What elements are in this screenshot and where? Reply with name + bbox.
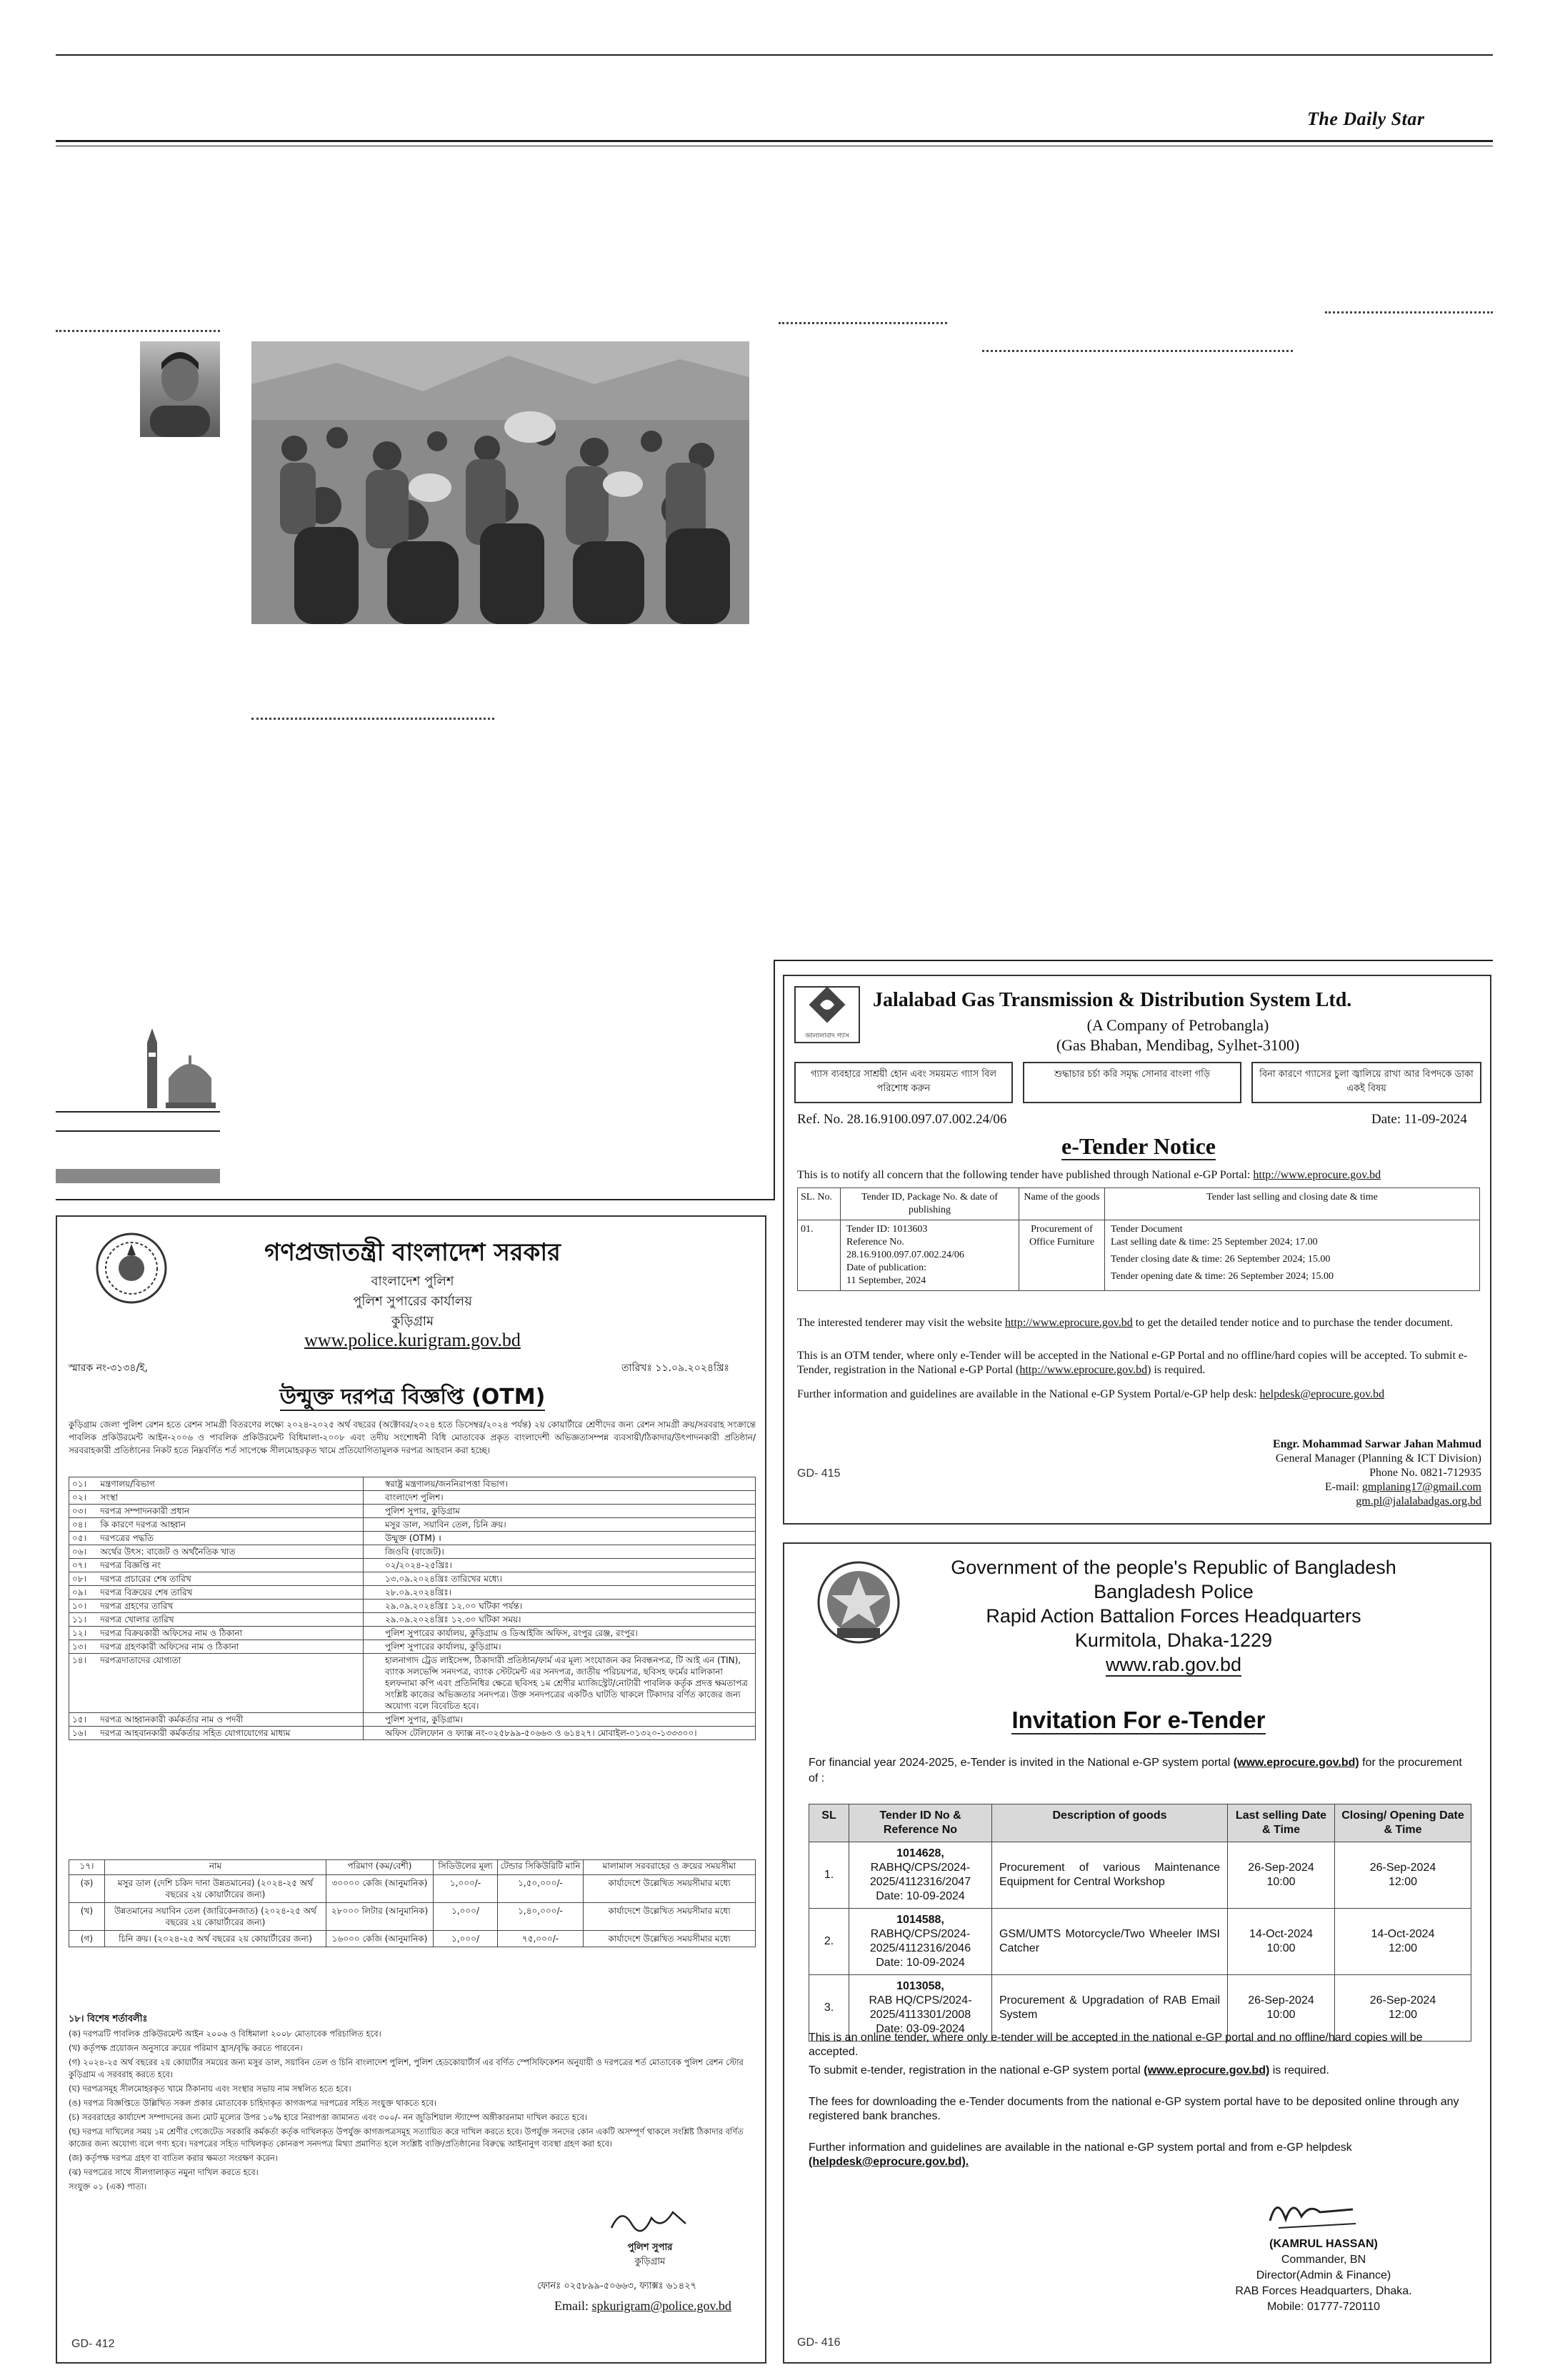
column-rule-left xyxy=(56,330,220,332)
police-items-header xyxy=(69,1860,756,1875)
items-header-no: ১৭। xyxy=(69,1860,105,1875)
police-info-value: ২৯.০৯.২০২৪খ্রিঃ ১২.৩০ ঘটিকা সময়। xyxy=(364,1613,756,1627)
police-item-name: উন্নতমানের সয়াবিন তেল (জারিকেনজাত) (২০২৪-২৫ অর্থ বছরের ২য় কোয়ার্টারের জন্য) xyxy=(105,1903,326,1931)
police-term-item: (ঘ) দরপত্রসমূহ সীলমোহরকৃত খামে ঠিকানায় এবং সংস্থার সভায় নাম সম্বলিত হতে হবে। xyxy=(69,2084,351,2094)
gas-para-3 xyxy=(797,1387,1480,1402)
police-info-no: ০১। xyxy=(69,1477,98,1491)
column-rule-photo xyxy=(251,718,494,720)
rab-row-ref: RAB HQ/CPS/2024-2025/4113301/2008 xyxy=(869,1994,972,2021)
rab-gd-code: GD- 416 xyxy=(797,2336,841,2349)
police-info-no: ১৪। xyxy=(69,1654,98,1713)
police-info-value: উন্মুক্ত (OTM) । xyxy=(364,1532,756,1545)
police-info-row xyxy=(69,1627,756,1640)
gas-para-3-link[interactable]: helpdesk@eprocure.gov.bd xyxy=(1259,1388,1385,1400)
gas-intro-text: This is to notify all concern that the following tender have published through National e-GP Portal: xyxy=(797,1169,1251,1181)
rab-website-link xyxy=(891,1654,1456,1676)
police-memo-number: স্মারক নং-৩১৩৪/ই, xyxy=(69,1362,148,1374)
police-signature-icon xyxy=(607,2202,693,2238)
gas-header-goods: Name of the goods xyxy=(1019,1188,1105,1220)
police-item-row xyxy=(69,1931,756,1947)
gas-para-1-b: to get the detailed tender notice and to purchase the tender document. xyxy=(1135,1317,1454,1329)
gas-row-sl: 01. xyxy=(798,1220,841,1291)
rab-sign-l2: Commander, BN xyxy=(1281,2254,1366,2266)
gas-sign-name: Engr. Mohammad Sarwar Jahan Mahmud xyxy=(1272,1438,1481,1450)
gas-signature-block xyxy=(1184,1437,1481,1509)
column-rule-mid xyxy=(779,322,947,324)
police-line-1: বাংলাদেশ পুলিশ xyxy=(371,1274,454,1289)
column-rule-mid2 xyxy=(982,350,1293,352)
police-item-security: ১,৫০,০০০/- xyxy=(498,1875,584,1903)
rab-row-id xyxy=(849,1842,992,1909)
police-info-value: জিওবি (বাজেট)। xyxy=(364,1545,756,1559)
rab-row-ref: RABHQ/CPS/2024-2025/4112316/2047 xyxy=(869,1862,971,1888)
police-items-table xyxy=(69,1859,756,1947)
police-term-item: (চ) সরবরাহের কার্যাদেশ সম্পাদনের জন্য মোট মূল্যের উপর ১০% হারে নিরাপত্তা জামানত এবং ৩০০/- নন জুডিশিয়াল স্ট্যাম্পে অঙ্গীকারনামা দাখিল করতে হবে। xyxy=(69,2112,588,2122)
rab-line-2: Bangladesh Police xyxy=(1094,1581,1254,1602)
gas-notice-title xyxy=(784,1133,1493,1160)
police-info-label: দরপত্রের পদ্ধতি xyxy=(98,1532,364,1545)
rab-row-ref: RABHQ/CPS/2024-2025/4112316/2046 xyxy=(869,1928,971,1954)
police-info-row xyxy=(69,1505,756,1518)
gas-tender-table xyxy=(797,1188,1480,1291)
police-gd-code: GD- 412 xyxy=(71,2338,115,2350)
rab-row-id: 1014588, xyxy=(896,1914,944,1926)
police-term-item: (ঝ) দরপত্রের সাথে সীলগালাকৃত নমুনা দাখিল করতে হবে। xyxy=(69,2167,259,2177)
gas-row-goods: Procurement of Office Furniture xyxy=(1019,1220,1105,1291)
police-info-no: ০৯। xyxy=(69,1586,98,1600)
police-terms-title: ১৮। বিশেষ শর্তাবলীঃ xyxy=(69,2014,148,2024)
rab-row-desc: Procurement of various Maintenance Equipment for Central Workshop xyxy=(992,1842,1228,1909)
police-email-label: Email: xyxy=(554,2299,589,2313)
police-info-no: ১২। xyxy=(69,1627,98,1640)
rab-para-3: The fees for downloading the e-Tender documents from the national e-GP system portal have to be deposited online through any registered bank branches. xyxy=(809,2096,1459,2122)
police-info-no: ১৩। xyxy=(69,1640,98,1654)
gas-row-id-line: Tender ID: 1013603 xyxy=(846,1224,928,1235)
gas-para-2-link[interactable]: (http://www.eprocure.gov.bd) xyxy=(1016,1364,1151,1376)
rab-row-id: 1013058, xyxy=(896,1980,944,1992)
gas-gd-code: GD- 415 xyxy=(797,1467,841,1480)
rab-intro-link[interactable]: (www.eprocure.gov.bd) xyxy=(1233,1757,1359,1769)
gas-row-date-line: Tender closing date & time: 26 September 2024; 15.00 xyxy=(1111,1254,1331,1265)
gas-phone: Phone No. 0821-712935 xyxy=(1369,1467,1481,1479)
police-info-row xyxy=(69,1613,756,1627)
gas-subtitle-2: (Gas Bhaban, Mendibag, Sylhet-3100) xyxy=(1056,1036,1300,1054)
rab-tender-ad xyxy=(783,1542,1491,2364)
gas-email-link-2[interactable]: gm.pl@jalalabadgas.org.bd xyxy=(1356,1495,1481,1507)
gas-row-date-line: Last selling date & time: 25 September 2024; 17.00 xyxy=(1111,1237,1318,1247)
police-info-label: দরপত্র গ্রহণের তারিখ xyxy=(98,1600,364,1613)
items-header-security: টেন্ডার সিকিউরিটি মানি xyxy=(498,1860,584,1875)
police-item-security: ১,৪০,০০০/- xyxy=(498,1903,584,1931)
police-term-item: (গ) ২০২৪-২৫ অর্থ বছরের ২য় কোয়ার্টার সময়ের জন্য মসুর ডাল, সয়াবিন তেল ও চিনি বাংলাদেশ পুলিশ, পুলিশ হেডকোয়ার্টার্স এর বর্ণিত স্পেসিফিকেশন অনুযায়ী ও দরপত্রের শর্ত মোতাবেক পুলিশ রেশন স্টোর কুড়িগ্রাম এ সরবরাহ করতে হবে। xyxy=(69,2057,744,2079)
police-terms-list xyxy=(69,2028,756,2195)
rab-header-sell: Last selling Date & Time xyxy=(1228,1804,1335,1842)
gas-row-dates xyxy=(1105,1220,1480,1291)
police-info-row xyxy=(69,1713,756,1727)
police-item-no: (গ) xyxy=(69,1931,105,1947)
police-info-label: দরপত্র খোলার তারিখ xyxy=(98,1613,364,1627)
police-term-item: (ছ) দরপত্র দাখিলের সময় ১ম শ্রেণীর গেজেটেড সরকারি কর্মকর্তা কর্তৃক দাখিলকৃত উপর্যুক্ত কাগজপত্রসমূহ সত্যায়িত করে দাখিল করতে হবে। উপর্যুক্ত সনদের কোন একটি অসম্পূর্ণ থাকলে সংশ্লিষ্ট ঠিকাদার বর্ণিত কাজের জন্য অযোগ্য বলে গণ্য হবে। দরপত্রের সহিত দাখিলকৃত কোনরূপ সনদপত্র মিথ্যা প্রমাণিত হলে সংশ্লিষ্ট ব্যক্তি/প্রতিষ্ঠানের বিরুদ্ধে আইনানুগ ব্যবস্থা গ্রহণ করা হবে। xyxy=(69,2127,744,2149)
gas-row-id-line: Date of publication: xyxy=(846,1262,926,1273)
gas-email-link-1[interactable]: gmplaning17@gmail.com xyxy=(1361,1481,1481,1493)
police-item-name: মসুর ডাল (দেশি চকিদ দানা উন্নতমানের) (২০২৪-২৫ অর্থ বছরের ২য় কোয়ার্টারের জন্য) xyxy=(105,1875,326,1903)
police-info-no: ০৪। xyxy=(69,1518,98,1532)
gas-intro xyxy=(797,1169,1483,1182)
items-header-name: নাম xyxy=(105,1860,326,1875)
police-info-row xyxy=(69,1586,756,1600)
rab-para-2 xyxy=(809,2064,1473,2078)
police-item-security: ৭৫,০০০/- xyxy=(498,1931,584,1947)
police-info-label: কি কারণে দরপত্র আহ্বান xyxy=(98,1518,364,1532)
police-term-item: (জ) কর্তৃপক্ষ দরপত্র গ্রহণ বা বাতিল করার ক্ষমতা সংরক্ষণ করেন। xyxy=(69,2153,278,2163)
police-info-value: পুলিশ সুপারের কার্যালয়, কুড়িগ্রাম ও ডিআইজি অফিস, রংপুর রেঞ্জ, রংপুর। xyxy=(364,1627,756,1640)
rab-row-close: 14-Oct-2024 12:00 xyxy=(1335,1909,1471,1975)
rab-row-sl: 1. xyxy=(809,1842,849,1909)
rab-signature-icon xyxy=(1264,2191,1364,2234)
police-term-item: সংযুক্ত ০১ (এক) পাতা। xyxy=(69,2181,147,2191)
police-item-row xyxy=(69,1903,756,1931)
gas-email-line xyxy=(1184,1480,1481,1495)
rab-row-sell: 26-Sep-2024 10:00 xyxy=(1228,1975,1335,2042)
police-info-value: ১৩.০৯.২০২৪খ্রিঃ তারিখের মধ্যে। xyxy=(364,1572,756,1586)
rab-line-1: Government of the people's Republic of Bangladesh xyxy=(951,1557,1396,1578)
left-column-grey-bar xyxy=(56,1169,220,1183)
police-info-value: ০২/২০২৪-২৫খ্রিঃ। xyxy=(364,1559,756,1572)
rab-sign-l3: Director(Admin & Finance) xyxy=(1256,2269,1391,2281)
police-intro: কুড়িগ্রাম জেলা পুলিশ রেশন হতে রেশন সামগ্রী বিতরণের লক্ষ্যে ২০২৪-২০২৫ অর্থ বছরের (অক্টোবর/২০২৪ হতে ডিসেম্বর/২০২৪ পর্যন্ত) ২য় কোয়ার্টারে শ্রেণীদের জন্য রেশন সামগ্রী ক্রয়/সরবরাহ সংক্রান্তে পাবলিক প্রকিউরমেন্ট আইন-২০০৬ ও পাবলিক প্রকিউরমেন্ট বিধিমালা-২০০৮ এবং তদীয় সংশোধনী বিধি মোতাবেক প্রকৃত বাংলাদেশী অভিজ্ঞতাসম্পন্ন ব্যবসায়ী/ঠিকাদার/উৎপাদনকারী প্রতিষ্ঠান/সরবরাহকারী প্রতিষ্ঠানের নিকট হতে নিম্নবর্ণিত শর্ত সাপেক্ষে সীলমোহরকৃত খামে প্রতিযোগিতামূলক দরপত্র আহবান করা হচ্ছে। xyxy=(69,1420,756,1455)
police-info-value: পুলিশ সুপার, কুড়িগ্রাম xyxy=(364,1505,756,1518)
rab-row-close: 26-Sep-2024 12:00 xyxy=(1335,1842,1471,1909)
police-info-no: ০৫। xyxy=(69,1532,98,1545)
police-term-item: (খ) কর্তৃপক্ষ প্রয়োজন অনুসারে ক্রয়ের পরিমাণ হ্রাস/বৃদ্ধি করতে পারবেন। xyxy=(69,2043,303,2053)
police-item-qty: ২৮০০০ লিটার (আনুমানিক) xyxy=(326,1903,434,1931)
rab-row-sell: 26-Sep-2024 10:00 xyxy=(1228,1842,1335,1909)
police-info-value: বাংলাদেশ পুলিশ। xyxy=(364,1491,756,1505)
police-info-no: ০৬। xyxy=(69,1545,98,1559)
police-info-row xyxy=(69,1559,756,1572)
gas-row-id-line: 28.16.9100.097.07.002.24/06 xyxy=(846,1250,964,1260)
police-info-label: দরপত্র আহবানকারী কর্মকর্তার সহিত যোগাযোগের মাধ্যম xyxy=(98,1727,364,1740)
rab-sign-name: (KAMRUL HASSAN) xyxy=(1269,2238,1378,2250)
police-info-label: সংস্থা xyxy=(98,1491,364,1505)
police-info-value: পুলিশ সুপার, কুড়িগ্রাম। xyxy=(364,1713,756,1727)
rab-header-sl: SL xyxy=(809,1804,849,1842)
gas-para-2-b: is required. xyxy=(1154,1364,1206,1376)
rab-header-close: Closing/ Opening Date & Time xyxy=(1335,1804,1471,1842)
police-info-no: ১১। xyxy=(69,1613,98,1627)
police-item-price: ১,০০০/ xyxy=(434,1903,498,1931)
rab-para-4-link[interactable]: (helpdesk@eprocure.gov.bd). xyxy=(809,2156,969,2168)
police-info-value: পুলিশ সুপারের কার্যালয়, কুড়িগ্রাম। xyxy=(364,1640,756,1654)
rab-row-sl: 2. xyxy=(809,1909,849,1975)
police-info-table xyxy=(69,1477,756,1740)
police-info-row xyxy=(69,1572,756,1586)
rab-line-4: Kurmitola, Dhaka-1229 xyxy=(1074,1630,1273,1651)
police-info-row xyxy=(69,1532,756,1545)
crowd-photo xyxy=(251,341,749,624)
police-info-no: ১৫। xyxy=(69,1713,98,1727)
rab-row-desc: Procurement & Upgradation of RAB Email System xyxy=(992,1975,1228,2042)
gas-para-1 xyxy=(797,1316,1480,1330)
police-info-value: অফিস টেলিফোন ও ফ্যাক্স নং-০২৫৮৯৯-৫০৬৬৩ ও ৬১৪২৭। মোবাইল-০১৩২০-১৩৩৩০০। xyxy=(364,1727,756,1740)
police-info-value: মসুর ডাল, সয়াবিন তেল, চিনি ক্রয়। xyxy=(364,1518,756,1532)
rab-row-sl: 3. xyxy=(809,1975,849,2042)
police-info-row xyxy=(69,1640,756,1654)
police-notice-title-text: উন্মুক্ত দরপত্র বিজ্ঞপ্তি (OTM) xyxy=(279,1385,546,1410)
police-info-no: ১৬। xyxy=(69,1727,98,1740)
jalalabad-gas-logo-icon xyxy=(794,986,860,1043)
police-tender-ad xyxy=(56,1215,766,2364)
police-info-no: ০৩। xyxy=(69,1505,98,1518)
police-website-link[interactable]: www.police.kurigram.gov.bd xyxy=(304,1330,521,1350)
police-info-row xyxy=(69,1518,756,1532)
gas-para-2-a: This is an OTM tender, where only e-Tender will be accepted in the National e-GP Portal and no offline/hard copies will be accepted. To submit e-Tender, registration in the National e-GP Portal xyxy=(797,1350,1468,1376)
ad-area-top-rule xyxy=(774,960,1493,961)
rab-intro-b: for the procurement of : xyxy=(809,1757,1462,1784)
police-info-row xyxy=(69,1654,756,1713)
gas-sign-title: General Manager (Planning & ICT Division) xyxy=(1275,1452,1481,1465)
police-item-price: ১,০০০/ xyxy=(434,1931,498,1947)
gas-tender-ad xyxy=(783,975,1491,1525)
gas-header-id: Tender ID, Package No. & date of publishing xyxy=(841,1188,1019,1220)
rab-signature-block xyxy=(1206,2236,1441,2315)
police-info-row xyxy=(69,1545,756,1559)
top-rule xyxy=(56,54,1493,56)
ad-area-vertical-rule xyxy=(774,960,775,1199)
rab-title-wrap xyxy=(784,1707,1493,1734)
rab-table-row xyxy=(809,1842,1471,1909)
rab-title: Invitation For e-Tender xyxy=(1011,1707,1266,1733)
police-info-value: ২৮.০৯.২০২৪খ্রিঃ। xyxy=(364,1586,756,1600)
gas-row-id-line: Reference No. xyxy=(846,1237,904,1247)
police-info-label: দরপত্র বিজ্ঞপ্তি নং xyxy=(98,1559,364,1572)
police-info-no: ০২। xyxy=(69,1491,98,1505)
gas-para-1-a: The interested tenderer may visit the website xyxy=(797,1317,1003,1329)
police-sign-place: কুড়িগ্রাম xyxy=(634,2256,666,2267)
police-info-row xyxy=(69,1727,756,1740)
police-email-link[interactable]: spkurigram@police.gov.bd xyxy=(591,2299,731,2313)
rab-emblem-icon xyxy=(816,1560,901,1645)
rab-para-2-b: is required. xyxy=(1272,2064,1329,2077)
gas-header-sl: SL. No. xyxy=(798,1188,841,1220)
gas-row-id xyxy=(841,1220,1019,1291)
gas-logo-caption: জালালাবাদ গ্যাস xyxy=(805,1033,849,1040)
police-info-no: ০৭। xyxy=(69,1559,98,1572)
rab-website[interactable]: www.rab.gov.bd xyxy=(1105,1654,1242,1675)
ad-area-left-rule xyxy=(56,1199,775,1200)
portrait-photo xyxy=(140,341,220,437)
police-item-qty: ১৬০০০ কেজি (আনুমানিক) xyxy=(326,1931,434,1947)
rab-row-close: 26-Sep-2024 12:00 xyxy=(1335,1975,1471,2042)
police-info-label: দরপত্র গ্রহণকারী অফিসের নাম ও ঠিকানা xyxy=(98,1640,364,1654)
police-info-label: অর্থের উৎস: বাজেট ও অর্থনৈতিক খাত xyxy=(98,1545,364,1559)
rab-para-4-text: Further information and guidelines are available in the national e-GP system portal and from e-GP helpdesk xyxy=(809,2142,1352,2154)
rab-row-id xyxy=(849,1909,992,1975)
masthead-brand: The Daily Star xyxy=(1307,109,1425,129)
police-info-value: হালনাগাদ ট্রেড লাইসেন্স, ঠিকাদারী প্রতিষ্ঠান/ফার্ম এর মূল্য সংযোজন কর নিবন্ধনপত্র, টি আই এন (TIN), ব্যাংক সলভেন্সি সনদপত্র, ব্যাংক স্টেটমেন্ট এর সনদপত্র, জাতীয় পরিচয়পত্র, ছবিসহ ফর্মের মালিকানা হলফনামা কপি এবং প্রতিনিধির ক্ষেত্রে ছবিসহ ১ম শ্রেণীর ম্যাজিস্ট্রেট/নোটারী পাবলিক কর্তৃক প্রদত্ত ক্ষমতাপত্র সংশ্লিষ্ট কাজের অভিজ্ঞতার সনদপত্র। উক্ত সনদপত্রের একটিও ঘাটতি থাকলে টিকাদার বর্ণিত কাজের জন্য অযোগ্য বলে বিবেচিত হবে। xyxy=(364,1654,756,1713)
gas-ref-number: Ref. No. 28.16.9100.097.07.002.24/06 xyxy=(797,1112,1007,1127)
left-column-rule-b xyxy=(56,1130,220,1132)
police-notice-title xyxy=(57,1380,768,1416)
gas-slogan-3: বিনা কারণে গ্যাসের চুলা জ্বালিয়ে রাখা আর বিপদকে ডাকা একই বিষয় xyxy=(1251,1062,1481,1103)
gas-company-name: Jalalabad Gas Transmission & Distribution System Ltd. xyxy=(873,989,1352,1011)
gas-subtitle-1: (A Company of Petrobangla) xyxy=(1086,1016,1269,1034)
items-header-qty: পরিমাণ (কম/বেশী) xyxy=(326,1860,434,1875)
police-item-no: (ক) xyxy=(69,1875,105,1903)
left-column-rule-a xyxy=(56,1111,220,1113)
police-info-value: স্বরাষ্ট্র মন্ত্রণালয়/জননিরাপত্তা বিভাগ। xyxy=(364,1477,756,1491)
police-email-line xyxy=(554,2299,731,2314)
police-govt-title: গণপ্রজাতন্ত্রী বাংলাদেশ সরকার xyxy=(264,1238,561,1267)
gas-notice-title-text: e-Tender Notice xyxy=(1061,1133,1216,1159)
gas-date: Date: 11-09-2024 xyxy=(1371,1112,1467,1127)
police-info-label: দরপত্র আহ্বানকারী কর্মকর্তার নাম ও পদবী xyxy=(98,1713,364,1727)
police-info-label: দরপত্র সম্পাদনকারী প্রধান xyxy=(98,1505,364,1518)
gas-email-label: E-mail: xyxy=(1324,1481,1359,1493)
police-item-no: (খ) xyxy=(69,1903,105,1931)
police-line-3: কুড়িগ্রাম xyxy=(391,1314,434,1329)
rab-row-sell: 14-Oct-2024 10:00 xyxy=(1228,1909,1335,1975)
gas-table-row xyxy=(798,1220,1480,1291)
police-term-item: (ক) দরপত্রটি পাবলিক প্রকিউরমেন্ট আইন ২০০৬ ও বিধিমালা ২০০৮ মোতাবেক পরিচালিত হবে। xyxy=(69,2029,381,2039)
gas-para-2 xyxy=(797,1349,1480,1377)
police-item-row xyxy=(69,1875,756,1903)
police-info-no: ০৮। xyxy=(69,1572,98,1586)
rab-intro xyxy=(809,1755,1473,1787)
police-phone: ফোনঃ ০২৫৮৯৯-৫০৬৬৩, ফ্যাক্সঃ ৬১৪২৭ xyxy=(537,2281,697,2291)
police-item-name: চিনি ক্রয়। (২০২৪-২৫ অর্থ বছরের ২য় কোয়ার্টারের জন্য) xyxy=(105,1931,326,1947)
police-info-row xyxy=(69,1600,756,1613)
rab-tender-table xyxy=(809,1804,1471,2042)
police-info-label: দরপত্র বিক্রয়কারী অফিসের নাম ও ঠিকানা xyxy=(98,1627,364,1640)
gas-row-id-line: 11 September, 2024 xyxy=(846,1275,926,1286)
items-header-time: মালামাল সরবরাহের ও ক্রয়ের সময়সীমা xyxy=(584,1860,756,1875)
gas-slogan-1: গ্যাস ব্যবহারে সাশ্রয়ী হোন এবং সময়মত গ্যাস বিল পরিশোধ করুন xyxy=(794,1062,1013,1103)
police-item-price: ১,০০০/- xyxy=(434,1875,498,1903)
police-item-time: কার্যাদেশে উল্লেখিত সময়সীমার মধ্যে xyxy=(584,1931,756,1947)
police-info-row xyxy=(69,1491,756,1505)
police-item-time: কার্যাদেশে উল্লেখিত সময়সীমার মধ্যে xyxy=(584,1875,756,1903)
police-sign-title: পুলিশ সুপার xyxy=(627,2242,673,2253)
gas-header-dates: Tender last selling and closing date & time xyxy=(1105,1188,1480,1220)
rab-row-date: Date: 03-09-2024 xyxy=(876,2023,965,2035)
rab-table-row xyxy=(809,1909,1471,1975)
rab-para-4 xyxy=(809,2141,1473,2169)
rab-row-date: Date: 10-09-2024 xyxy=(876,1890,965,1902)
rab-line-3: Rapid Action Battalion Forces Headquarters xyxy=(986,1605,1361,1627)
police-date: তারিখঃ ১১.০৯.২০২৪খ্রিঃ xyxy=(621,1362,729,1374)
gas-intro-link[interactable]: http://www.eprocure.gov.bd xyxy=(1253,1169,1381,1181)
rab-intro-a: For financial year 2024-2025, e-Tender is invited in the National e-GP system portal xyxy=(809,1757,1231,1769)
police-info-label: মন্ত্রণালয়/বিভাগ xyxy=(98,1477,364,1491)
gas-row-date-line: Tender opening date & time: 26 September 2024; 15.00 xyxy=(1111,1271,1334,1282)
police-line-2: পুলিশ সুপারের কার্যালয় xyxy=(353,1294,472,1309)
rab-sign-l4: RAB Forces Headquarters, Dhaka. xyxy=(1235,2285,1412,2297)
rab-row-desc: GSM/UMTS Motorcycle/Two Wheeler IMSI Catcher xyxy=(992,1909,1228,1975)
rab-sign-l5: Mobile: 01777-720110 xyxy=(1266,2301,1381,2313)
gas-para-3-text: Further information and guidelines are available in the National e-GP System Portal/e-GP help desk: xyxy=(797,1388,1257,1400)
rab-header-id: Tender ID No & Reference No xyxy=(849,1804,992,1842)
gas-para-1-link[interactable]: http://www.eprocure.gov.bd xyxy=(1005,1317,1133,1329)
police-info-no: ১০। xyxy=(69,1600,98,1613)
rab-row-id: 1014628, xyxy=(896,1847,944,1859)
police-item-qty: ৩০০০০ কেজি (আনুমানিক) xyxy=(326,1875,434,1903)
mosque-illustration xyxy=(140,1028,220,1108)
police-info-value: ২৯.০৯.২০২৪খ্রিঃ ১২.০০ ঘটিকা পর্যন্ত। xyxy=(364,1600,756,1613)
police-info-label: দরপত্রদাতাদের যোগ্যতা xyxy=(98,1654,364,1713)
police-info-row xyxy=(69,1477,756,1491)
rab-header-desc: Description of goods xyxy=(992,1804,1228,1842)
gas-row-date-line: Tender Document xyxy=(1111,1224,1183,1235)
rab-para-2-link[interactable]: (www.eprocure.gov.bd) xyxy=(1144,2064,1270,2077)
items-header-price: সিডিউলের মূল্য xyxy=(434,1860,498,1875)
masthead-rule-1 xyxy=(56,140,1493,142)
column-rule-right xyxy=(1325,311,1493,313)
rab-row-date: Date: 10-09-2024 xyxy=(876,1957,965,1969)
police-info-label: দরপত্র বিক্রয়ের শেষ তারিখ xyxy=(98,1586,364,1600)
rab-para-1: This is an online tender, where only e-tender will be accepted in the national e-GP portal and no offline/hard copies will be accepted. xyxy=(809,2032,1423,2058)
rab-para-2-a: To submit e-tender, registration in the national e-GP system portal xyxy=(809,2064,1141,2077)
police-term-item: (ঙ) দরপত্র বিজ্ঞপ্তিতে উল্লিখিত সকল প্রকার মোতাবেক চাহিদাকৃত কাগজপত্র দরপত্রের সহিত সংযুক্ত থাকতে হবে। xyxy=(69,2098,437,2108)
gas-slogan-2: শুদ্ধাচার চর্চা করি সমৃদ্ধ সোনার বাংলা গড়ি xyxy=(1023,1062,1241,1103)
police-item-time: কার্যাদেশে উল্লেখিত সময়সীমার মধ্যে xyxy=(584,1903,756,1931)
police-info-label: দরপত্র প্রচারের শেষ তারিখ xyxy=(98,1572,364,1586)
